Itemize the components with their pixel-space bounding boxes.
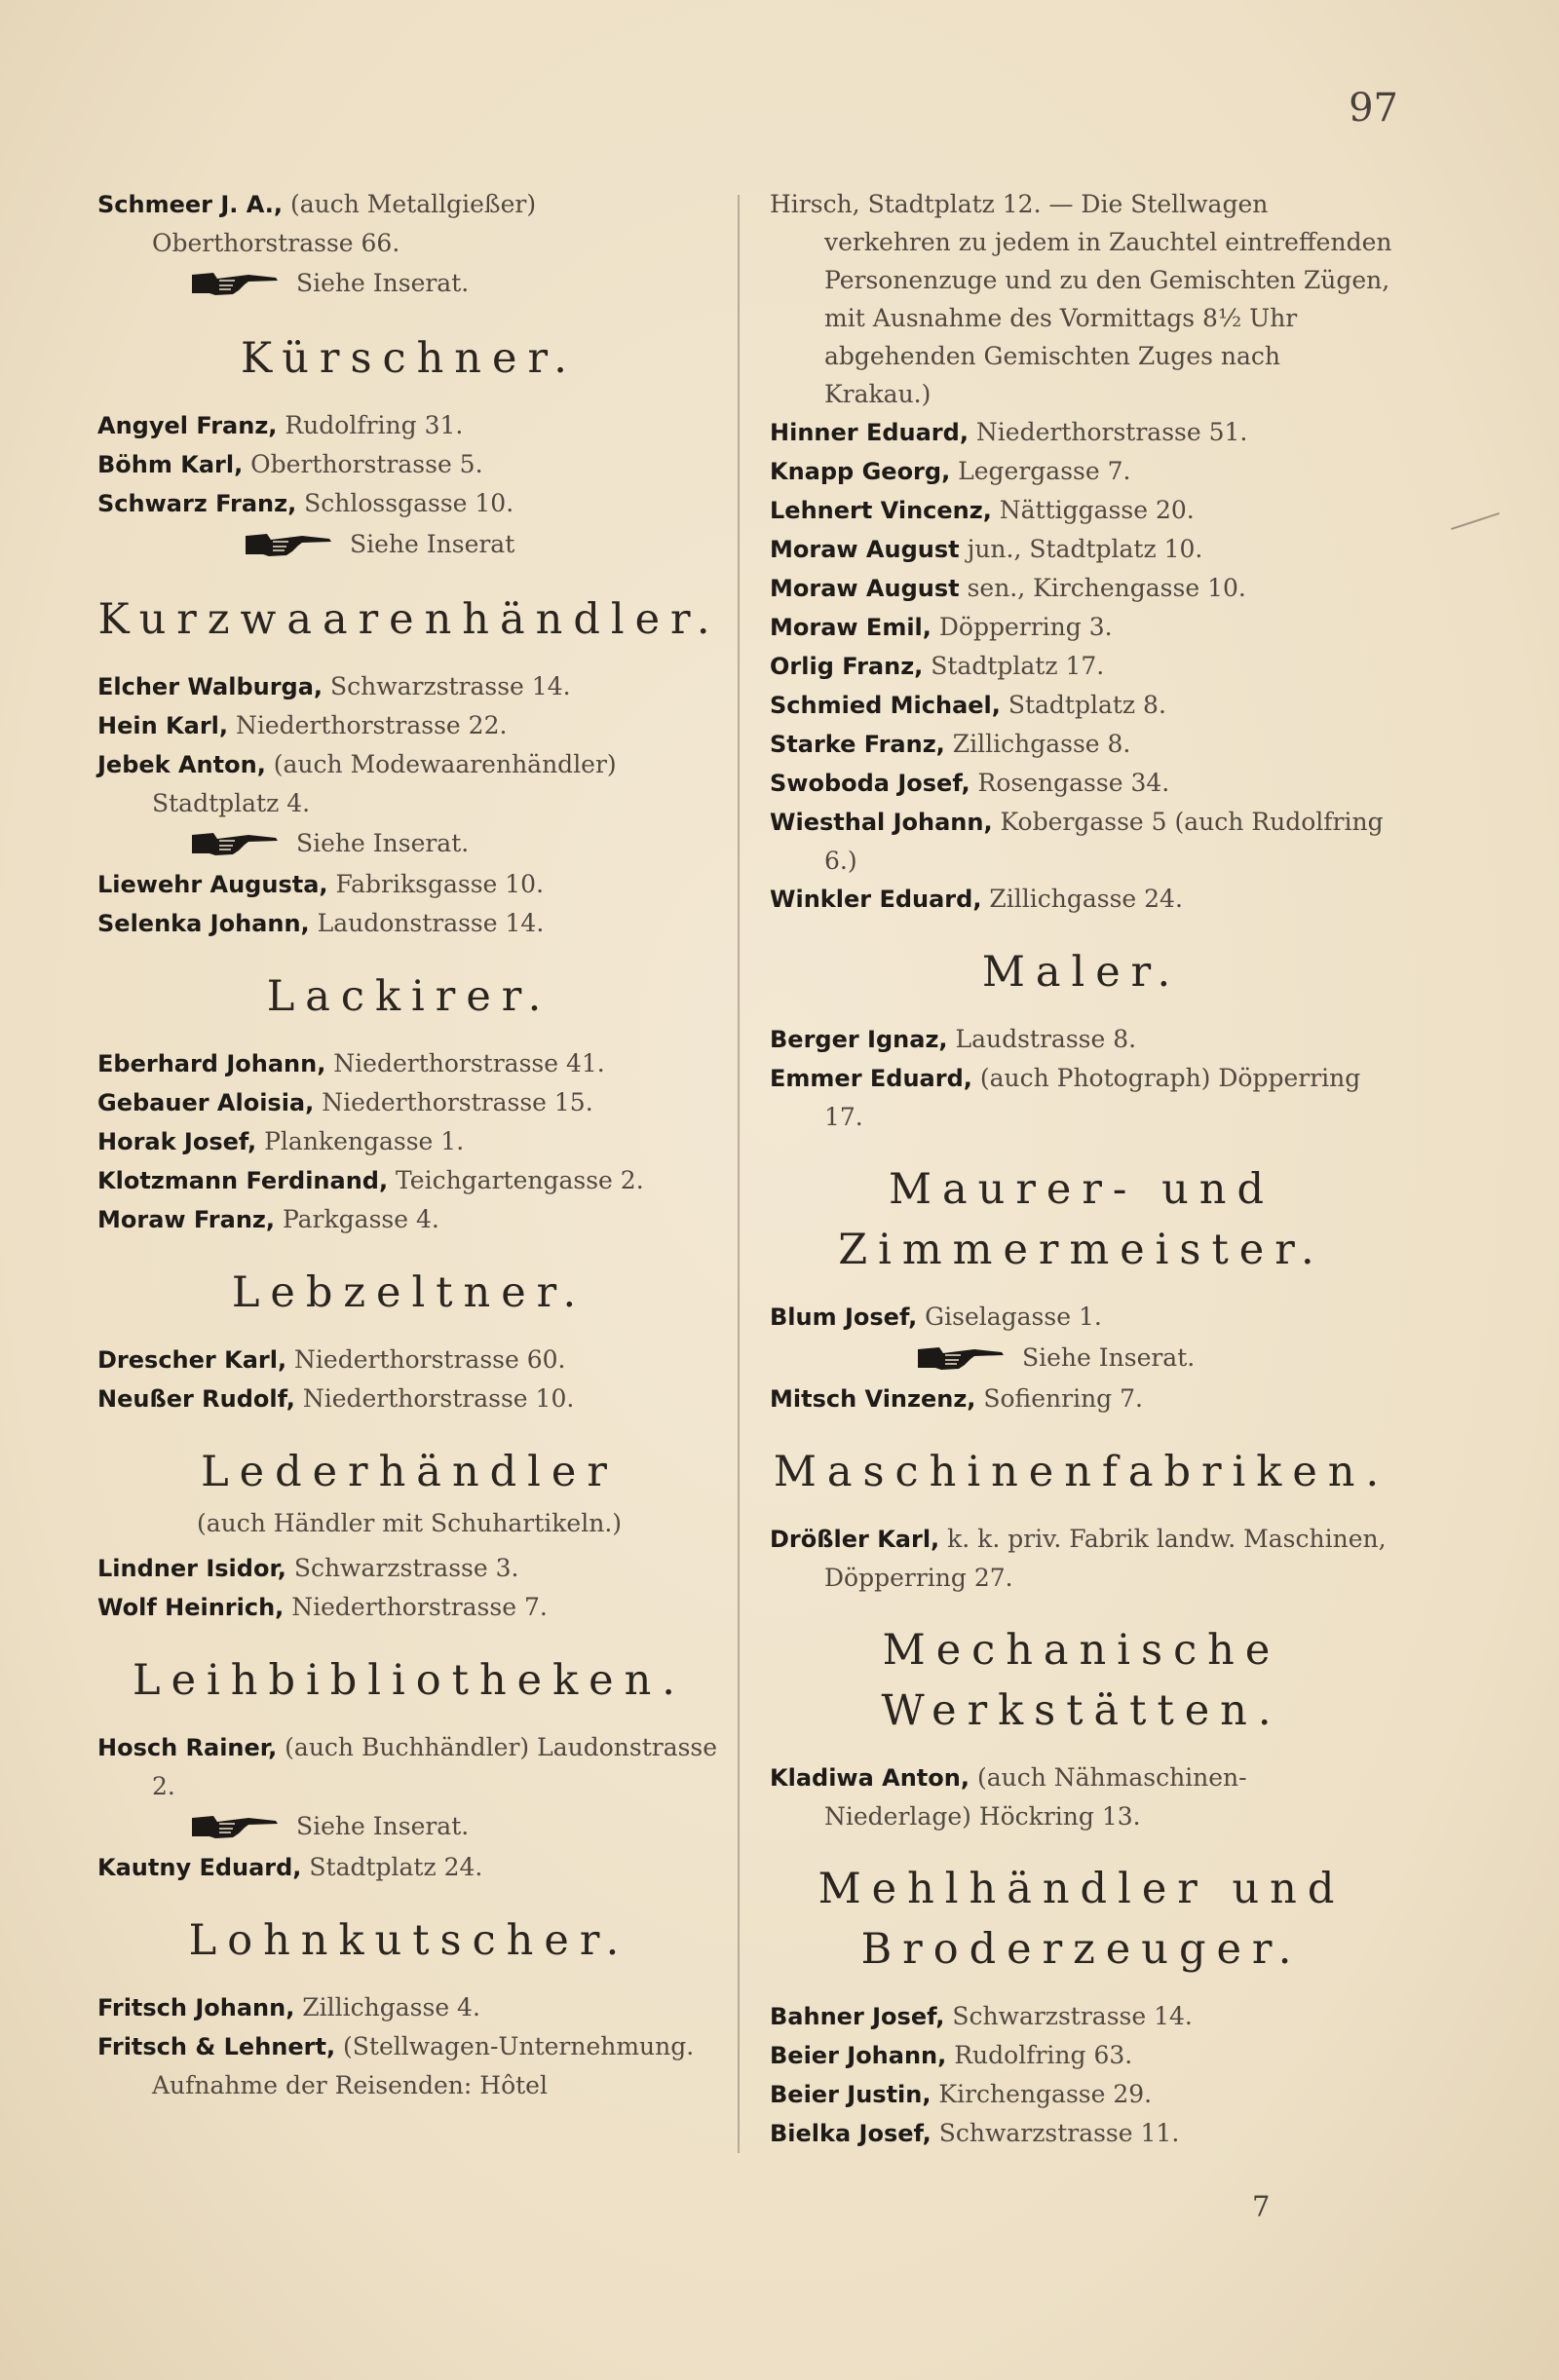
entry-details: Schwarzstrasse 3. [293,1554,519,1582]
directory-entry [770,1379,1393,1418]
entry-details: Döpperring 3. [938,613,1113,641]
entry-details: Nättiggasse 20. [999,496,1195,524]
entry-details: Niederthorstrasse 51. [975,418,1248,446]
entry-name: Liewehr Augusta, [97,871,328,898]
see-advert-notice [97,822,721,865]
section-title: Lackirer. [266,972,552,1021]
entry-name: Hosch Rainer, [97,1734,278,1761]
entry-details: Oberthorstrasse 5. [250,450,483,478]
entry-name: Bahner Josef, [770,2003,945,2030]
entry-details: Schlossgasse 10. [304,489,514,517]
section-title: Mehlhändler und Broderzeuger. [818,1865,1346,1974]
entry-details: Zillichgasse 4. [302,1993,480,2021]
entry-details: Rosengasse 34. [977,769,1170,797]
section-title: Lebzeltner. [231,1268,588,1317]
section-title: Maurer- und Zimmermeister. [838,1165,1325,1274]
entry-name: Drößler Karl, [770,1526,940,1553]
entry-name: Drescher Karl, [97,1346,287,1374]
directory-entry [97,1200,721,1239]
entry-details: Schwarzstrasse 14. [330,672,571,700]
directory-entry [770,880,1393,919]
see-advert-text: Siehe Inserat. [1022,1343,1196,1372]
section-title: Leihbibliotheken. [133,1656,686,1705]
right-column [770,185,1393,2153]
directory-entry [770,185,1393,413]
entry-details: Hirsch, Stadtplatz 12. — Die Stellwagen verkehren zu jedem in Zauchtel eintreffenden Personenzuge und zu den Gemischten Zügen, mit Ausnahme des Vormittags 8½ Uhr abgehenden Gemischten Zuges nach Krakau.) [770,190,1392,408]
directory-entry [97,445,721,484]
directory-entry [770,1520,1393,1597]
entry-name: Kautny Eduard, [97,1854,302,1881]
entry-details: Stadtplatz 24. [309,1853,483,1881]
directory-entry [770,2075,1393,2114]
entry-name: Hein Karl, [97,712,229,739]
entry-details: Kobergasse 5 (auch Rudolfring 6.) [824,808,1384,875]
entry-details: (auch Photograph) Döpperring 17. [824,1064,1361,1131]
directory-entry [97,185,721,262]
entry-name: Elcher Walburga, [97,673,323,700]
entry-name: Fritsch & Lehnert, [97,2033,336,2060]
entry-details: Rudolfring 63. [954,2041,1133,2069]
directory-entry [97,1341,721,1379]
paper-mark [1451,512,1500,530]
entry-name: Fritsch Johann, [97,1994,295,2021]
entry-details: (auch Modewaarenhändler) Stadtplatz 4. [152,750,617,817]
entry-details: Niederthorstrasse 10. [302,1384,575,1413]
directory-entry [97,904,721,943]
entry-details: k. k. priv. Fabrik landw. Maschinen, Döpperring 27. [824,1525,1387,1592]
directory-entry [97,1588,721,1627]
entry-name: Lehnert Vincenz, [770,497,992,524]
see-advert-text: Siehe Inserat. [296,269,470,297]
entry-details: Plankengasse 1. [264,1127,465,1155]
directory-entry [770,803,1393,880]
directory-entry [97,1083,721,1122]
entry-details: Kirchengasse 29. [938,2080,1153,2108]
entry-name: Kladiwa Anton, [770,1764,970,1792]
entry-details: Stadtplatz 17. [931,652,1105,680]
directory-entry [770,1059,1393,1136]
entry-details: Parkgasse 4. [282,1205,439,1233]
directory-entry [770,1997,1393,2036]
entry-details: Legergasse 7. [958,457,1131,485]
entry-details: (auch Metallgießer) Oberthorstrasse 66. [152,190,537,257]
entry-details: Stadtplatz 8. [1008,691,1166,719]
entry-details: Zillichgasse 8. [952,730,1131,758]
directory-entry [770,569,1393,608]
see-advert-notice [97,523,721,566]
entry-details: Laudonstrasse 14. [317,909,545,937]
entry-details: jun., Stadtplatz 10. [967,535,1203,563]
see-advert-notice [97,262,721,305]
entry-name: Schmeer J. A., [97,191,284,218]
entry-name: Eberhard Johann, [97,1050,326,1077]
entry-name: Böhm Karl, [97,451,244,478]
directory-entry [97,865,721,904]
entry-details: Rudolfring 31. [285,411,464,439]
directory-entry [770,1020,1393,1059]
entry-name: Angyel Franz, [97,412,278,439]
section-title: Lederhändler [201,1448,618,1496]
entry-details: Niederthorstrasse 15. [322,1088,593,1116]
directory-entry [770,1758,1393,1835]
directory-entry [97,1549,721,1588]
directory-entry [770,686,1393,725]
entry-name: Neußer Rudolf, [97,1385,295,1413]
entry-details: Niederthorstrasse 60. [294,1345,566,1374]
directory-entry [770,452,1393,491]
entry-details: (Stellwagen-Unternehmung. Aufnahme der Reisenden: Hôtel [152,2032,695,2099]
entry-details: Niederthorstrasse 41. [333,1049,605,1077]
pointing-hand-icon [190,269,283,298]
section-title: Mechanische Werkstätten. [881,1626,1282,1735]
left-column [97,185,721,2104]
see-advert-notice [97,1805,721,1848]
entry-details: (auch Nähmaschinen-Niederlage) Höckring 13. [824,1763,1247,1831]
entry-details: (auch Buchhändler) Laudonstrasse 2. [152,1733,718,1800]
directory-entry [97,1848,721,1887]
entry-name: Mitsch Vinzenz, [770,1385,976,1413]
pointing-hand-icon [244,530,336,559]
entry-name: Moraw August [770,575,960,602]
entry-name: Lindner Isidor, [97,1555,286,1582]
directory-entry [770,764,1393,803]
section-title: Maschinenfabriken. [773,1448,1390,1496]
pointing-hand-icon [916,1343,1008,1373]
entry-name: Hinner Eduard, [770,419,969,446]
entry-details: Schwarzstrasse 11. [938,2119,1180,2147]
pointing-hand-icon [190,829,283,858]
directory-entry [770,530,1393,569]
section-title: Kürschner. [241,334,578,383]
directory-entry [97,1122,721,1161]
entry-name: Beier Justin, [770,2081,932,2108]
entry-name: Orlig Franz, [770,653,924,680]
column-divider [738,195,740,2153]
entry-name: Starke Franz, [770,731,945,758]
entry-details: Zillichgasse 24. [989,885,1183,913]
entry-name: Moraw Franz, [97,1206,275,1233]
entry-name: Schwarz Franz, [97,490,297,517]
entry-details: Laudstrasse 8. [955,1025,1137,1053]
directory-entry [770,608,1393,647]
entry-name: Winkler Eduard, [770,886,982,913]
directory-entry [97,2027,721,2104]
section-title: Lohnkutscher. [188,1916,630,1965]
entry-details: Teichgartengasse 2. [396,1166,644,1194]
entry-name: Gebauer Aloisia, [97,1089,315,1116]
entry-name: Bielka Josef, [770,2120,932,2147]
entry-details: Giselagasse 1. [925,1303,1102,1331]
directory-entry [770,491,1393,530]
entry-name: Schmied Michael, [770,692,1001,719]
entry-name: Wolf Heinrich, [97,1594,285,1621]
directory-entry [97,1161,721,1200]
directory-entry [770,725,1393,764]
pointing-hand-icon [190,1812,283,1841]
directory-entry [97,1044,721,1083]
see-advert-text: Siehe Inserat [350,530,515,558]
entry-details: Niederthorstrasse 7. [291,1593,548,1621]
entry-details: Sofienring 7. [983,1384,1143,1413]
page-number: 97 [1349,86,1398,131]
entry-details: Fabriksgasse 10. [335,870,545,898]
section-title: Kurzwaarenhändler. [97,595,721,644]
sheet-number: 7 [1252,2190,1271,2223]
entry-name: Berger Ignaz, [770,1026,948,1053]
directory-entry [97,1988,721,2027]
entry-name: Horak Josef, [97,1128,257,1155]
directory-entry [97,406,721,445]
entry-name: Moraw Emil, [770,614,932,641]
directory-entry [97,667,721,706]
section-title: Maler. [981,948,1182,997]
entry-name: Emmer Eduard, [770,1065,972,1092]
directory-entry [770,1298,1393,1337]
entry-details: sen., Kirchengasse 10. [967,574,1246,602]
directory-entry [770,2114,1393,2153]
entry-name: Knapp Georg, [770,458,951,485]
directory-entry [770,647,1393,686]
entry-name: Blum Josef, [770,1303,918,1331]
directory-entry [770,413,1393,452]
section-note: (auch Händler mit Schuhartikeln.) [196,1509,623,1537]
entry-name: Moraw August [770,536,960,563]
directory-entry [97,1379,721,1418]
entry-name: Selenka Johann, [97,910,310,937]
entry-name: Wiesthal Johann, [770,809,993,836]
entry-name: Jebek Anton, [97,751,266,778]
entry-details: Schwarzstrasse 14. [952,2002,1193,2030]
directory-entry [97,484,721,523]
directory-entry [97,1728,721,1805]
entry-name: Klotzmann Ferdinand, [97,1167,389,1194]
directory-entry [97,706,721,745]
see-advert-notice [770,1337,1393,1379]
directory-entry [770,2036,1393,2075]
entry-name: Beier Johann, [770,2042,947,2069]
see-advert-text: Siehe Inserat. [296,829,470,857]
directory-entry [97,745,721,822]
entry-name: Swoboda Josef, [770,770,970,797]
see-advert-text: Siehe Inserat. [296,1812,470,1840]
entry-details: Niederthorstrasse 22. [235,711,508,739]
